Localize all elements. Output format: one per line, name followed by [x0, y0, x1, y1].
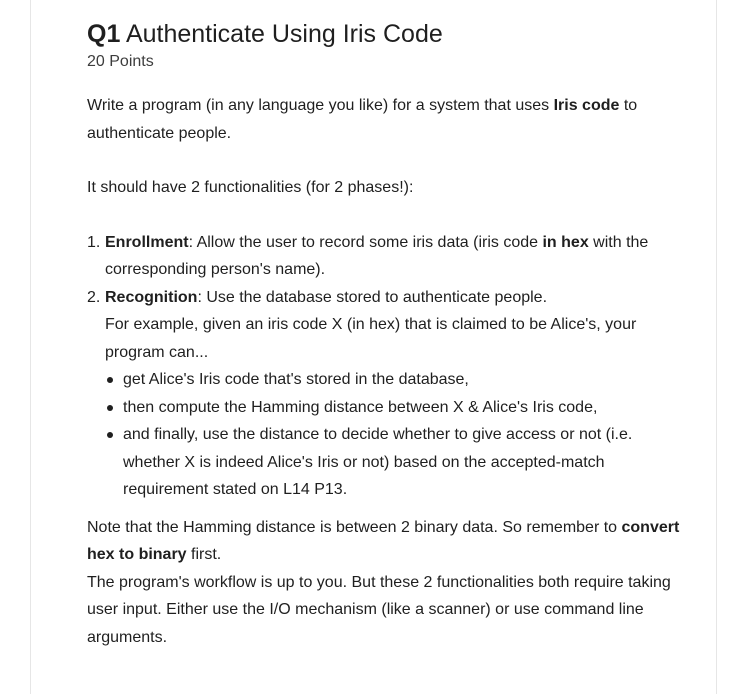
step-label: Recognition [105, 288, 198, 306]
question-number: Q1 [87, 20, 121, 48]
question-title-text: Authenticate Using Iris Code [125, 20, 443, 48]
bullet-text: get Alice's Iris code that's stored in the database, [123, 371, 469, 388]
right-border [716, 0, 717, 694]
intro-paragraph [87, 92, 687, 147]
question-title [87, 18, 687, 50]
step-text: : Use the database stored to authenticate people. [197, 288, 548, 306]
step-recognition [87, 284, 687, 504]
step-label: Enrollment [105, 233, 189, 251]
step-bold-in-hex: in hex [542, 233, 589, 251]
bullet-item [105, 366, 687, 394]
intro-text-1: Write a program (in any language you like) for a system that uses [87, 97, 554, 114]
step-number: 2. [87, 288, 101, 306]
bullet-text: then compute the Hamming distance between X & Alice's Iris code, [123, 398, 598, 416]
question-content [87, 18, 687, 651]
bullet-item [105, 421, 687, 504]
recognition-bullets [105, 366, 687, 504]
bullet-item [105, 394, 687, 422]
bullet-dot-icon [107, 405, 113, 411]
intro-text-2: to authenticate people. [87, 97, 638, 142]
step-enrollment [87, 229, 687, 284]
bullet-dot-icon [107, 377, 113, 383]
step-text: : Allow the user to record some iris data (iris code [188, 233, 543, 251]
steps-list [87, 229, 687, 504]
step-number: 1. [87, 233, 101, 251]
step-text-continued: with the corresponding person's name). [105, 233, 649, 278]
functionalities-paragraph: It should have 2 functionalities (for 2 phases!): [87, 179, 414, 196]
question-points: 20 Points [87, 53, 154, 70]
intro-bold-iris-code: Iris code [553, 97, 620, 114]
bullet-text: and finally, use the distance to decide whether to give access or not (i.e. whether X is indeed Alice's Iris or not) based on the accepted-match requirement stated on L14 P13. [123, 426, 633, 498]
left-border [30, 0, 31, 694]
bullet-dot-icon [107, 432, 113, 438]
note-text-2: first. [186, 546, 222, 563]
note-paragraph [87, 514, 687, 652]
step-example-text: For example, given an iris code X (in hex) that is claimed to be Alice's, your program can... [105, 316, 637, 361]
note-text-3: The program's workflow is up to you. But these 2 functionalities both require taking user input. Either use the I/O mechanism (like a scanner) or use command line arguments. [87, 573, 671, 646]
note-bold-convert: convert hex to binary [87, 518, 680, 563]
note-text-1: Note that the Hamming distance is between 2 binary data. So remember to [87, 518, 622, 536]
